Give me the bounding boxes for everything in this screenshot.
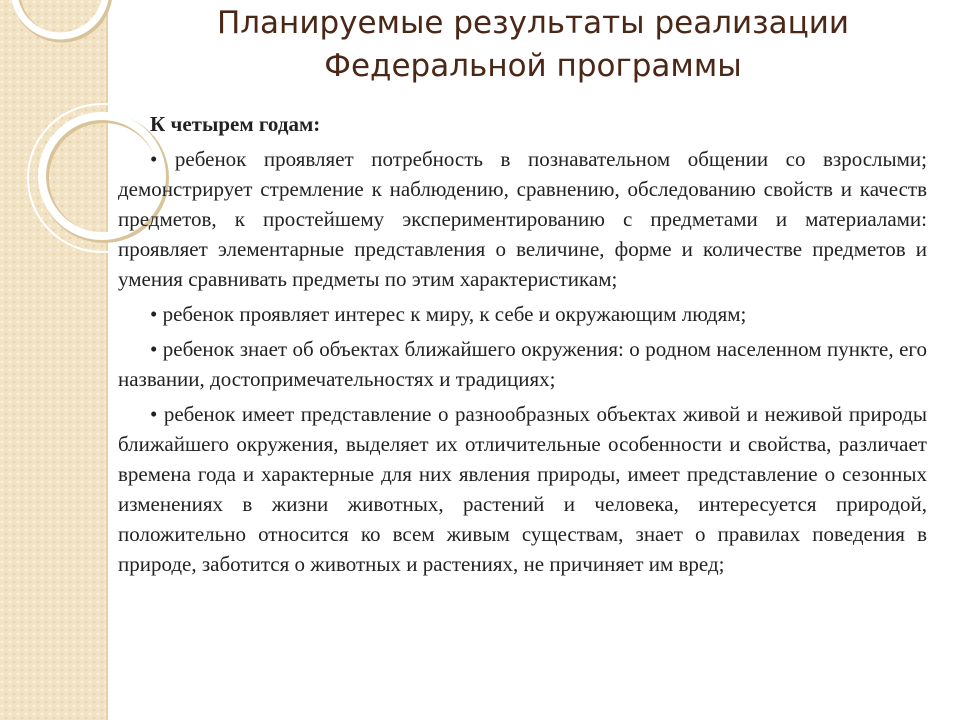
slide-title — [128, 2, 938, 88]
bullet-local-objects: • ребенок знает об объектах ближайшего окружения: о родном населенном пункте, его названии, достопримечательностях и традициях; — [118, 337, 927, 391]
bullet-interest-world: • ребенок проявляет интерес к миру, к себе и окружающим людям; — [150, 302, 747, 326]
bullet-nature-knowledge: • ребенок имеет представление о разнообразных объектах живой и неживой природы ближайшего окружения, выделяет их отличительные особенности и свойства, различает времена года и характерные для них явления природы, имеет представление о сезонных изменениях в жизни животных, растений и человека, интересуется природой, положительно относится ко всем живым существам, знает о правилах поведения в природе, заботится о животных и растениях, не причиняет им вред; — [118, 402, 927, 576]
slide-body — [118, 109, 927, 584]
bullet-cognitive-needs: • ребенок проявляет потребность в познавательном общении со взрослыми; демонстрирует стремление к наблюдению, сравнению, обследованию свойств и качеств предметов, к простейшему экспериментированию с предметами и материалами: проявляет элементарные представления о величине, форме и количестве предметов и умения сравнивать предметы по этим характеристикам; — [118, 147, 927, 291]
slide-title-line-2: Федеральной программы — [324, 48, 742, 84]
age-subheading: К четырем годам: — [150, 112, 321, 136]
slide-title-line-1: Планируемые результаты реализации — [216, 5, 850, 41]
